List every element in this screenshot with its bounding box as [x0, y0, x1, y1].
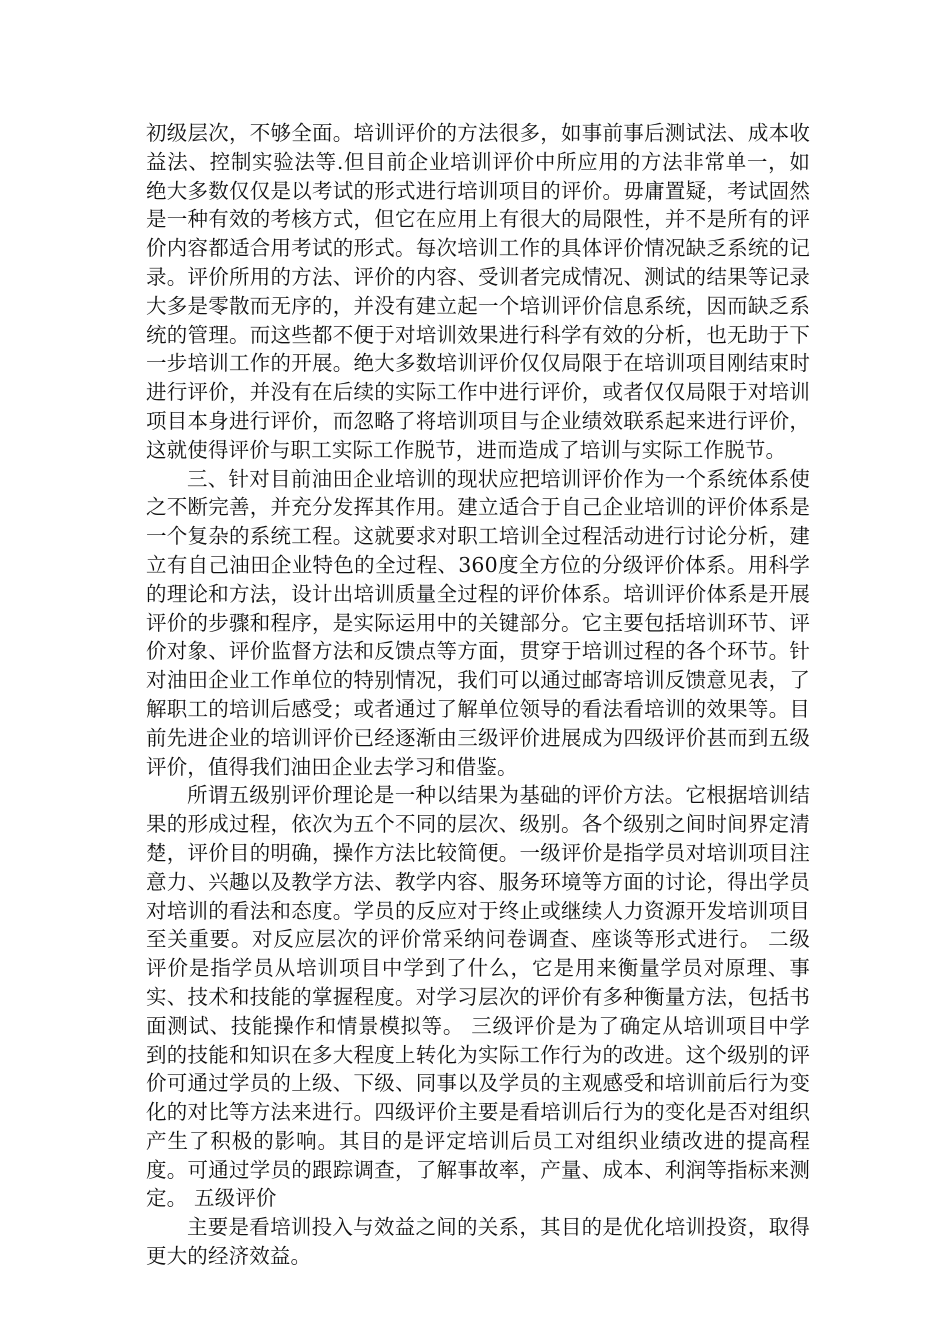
paragraph-five-level-theory: 所谓五级别评价理论是一种以结果为基础的评价方法。它根据培训结果的形成过程，依次为五个不同的层次、级别。各个级别之间时间界定清楚，评价目的明确，操作方法比较简便。一级评价是指学员对培训项目注意力、兴趣以及教学方法、教学内容、服务环境等方面的讨论，得出学员对培训的看法和态度。学员的反应对于终止或继续人力资源开发培训项目至关重要。对反应层次的评价常采纳问卷调查、座谈等形式进行。 二级评价是指学员从培训项目中学到了什么，它是用来衡量学员对原理、事实、技术和技能的掌握程度。对学习层次的评价有多种衡量方法，包括书面测试、技能操作和情景模拟等。 三级评价是为了确定从培训项目中学到的技能和知识在多大程度上转化为实际工作行为的改进。这个级别的评价可通过学员的上级、下级、同事以及学员的主观感受和培训前后行为变化的对比等方法来进行。四级评价主要是看培训后行为的变化是否对组织产生了积极的影响。其目的是评定培训后员工对组织业绩改进的提高程度。可通过学员的跟踪调查，了解事故率，产量、成本、利润等指标来测定。 五级评价	[146, 783, 810, 1211]
paragraph-evaluation-limitations: 初级层次，不够全面。培训评价的方法很多，如事前事后测试法、成本收益法、控制实验法等.但目前企业培训评价中所应用的方法非常单一，如绝大多数仅仅是以考试的形式进行培训项目的评价。毋庸置疑，考试固然是一种有效的考核方式，但它在应用上有很大的局限性，并不是所有的评价内容都适合用考试的形式。每次培训工作的具体评价情况缺乏系统的记录。评价所用的方法、评价的内容、受训者完成情况、测试的结果等记录大多是零散而无序的，并没有建立起一个培训评价信息系统，因而缺乏系统的管理。而这些都不便于对培训效果进行科学有效的分析，也无助于下一步培训工作的开展。绝大多数培训评价仅仅局限于在培训项目刚结束时进行评价，并没有在后续的实际工作中进行评价，或者仅仅局限于对培训项目本身进行评价，而忽略了将培训项目与企业绩效联系起来进行评价，这就使得评价与职工实际工作脱节，进而造成了培训与实际工作脱节。	[146, 121, 810, 462]
paragraph-level-five-summary: 主要是看培训投入与效益之间的关系，其目的是优化培训投资，取得更大的经济效益。	[146, 1215, 810, 1269]
paragraph-evaluation-system: 三、针对目前油田企业培训的现状应把培训评价作为一个系统体系使之不断完善，并充分发挥其作用。建立适合于自己企业培训的评价体系是一个复杂的系统工程。这就要求对职工培训全过程活动进行讨论分析，建立有自己油田企业特色的全过程、360度全方位的分级评价体系。用科学的理论和方法，设计出培训质量全过程的评价体系。培训评价体系是开展评价的步骤和程序，是实际运用中的关键部分。它主要包括培训环节、评价对象、评价监督方法和反馈点等方面，贯穿于培训过程的各个环节。针对油田企业工作单位的特别情况，我们可以通过邮寄培训反馈意见表，了解职工的培训后感受；或者通过了解单位领导的看法看培训的效果等。目前先进企业的培训评价已经逐渐由三级评价进展成为四级评价甚而到五级评价，值得我们油田企业去学习和借鉴。	[146, 466, 810, 779]
document-body	[146, 119, 810, 1271]
